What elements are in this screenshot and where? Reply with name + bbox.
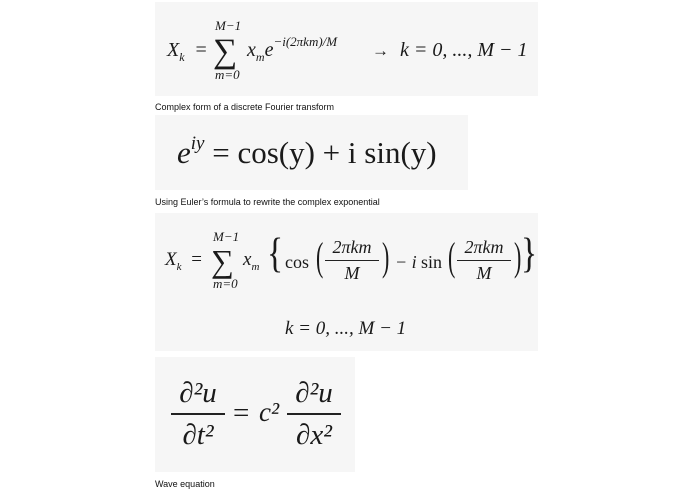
dft2-sum-top: M−1 xyxy=(213,229,240,244)
dft-equals: = xyxy=(195,39,207,61)
wave-rhs-fraction-bar xyxy=(287,413,341,415)
wave-equals: = xyxy=(233,397,250,429)
wave-rhs-numerator: ∂²u xyxy=(295,377,333,409)
dft2-lhs: X xyxy=(165,249,177,270)
caption-dft: Complex form of a discrete Fourier transform xyxy=(155,102,335,112)
caption-euler: Using Euler’s formula to rewrite the complex exponential xyxy=(155,197,380,207)
euler-base: e xyxy=(177,135,191,170)
dft2-cos-fraction-bar xyxy=(325,260,379,261)
dft-sum-bottom: m=0 xyxy=(215,67,240,82)
caption-wave: Wave equation xyxy=(155,479,215,489)
dft2-range: k = 0, ..., M − 1 xyxy=(285,318,407,339)
dft-sum-top: M−1 xyxy=(215,18,242,33)
euler-exponent: iy xyxy=(190,133,205,154)
dft-exponent: −i(2πkm)/M xyxy=(273,34,338,49)
dft2-left-brace: { xyxy=(267,231,284,277)
dft2-right-brace: } xyxy=(521,231,538,277)
dft2-equals: = xyxy=(191,249,202,270)
dft-sigma: ∑ xyxy=(213,33,238,70)
euler-rhs: = cos(y) + i sin(y) xyxy=(212,135,437,170)
wave-lhs-fraction-bar xyxy=(171,413,225,415)
equation-box-dft-expanded: $X_k$ = M−1 ∑ m=0 $x_m$ { cos ( 2πkm M ) − i sin ( 2πkm M ) } k = 0, ..., M − 1 xyxy=(155,213,538,351)
dft2-sin-numerator: 2πkm xyxy=(464,237,504,257)
dft2-minus-i: − i xyxy=(395,252,417,272)
dft-arrow: → xyxy=(372,41,389,60)
equation-box-wave xyxy=(155,357,355,472)
dft2-cos-numerator: 2πkm xyxy=(332,237,372,257)
dft-range: k = 0, ..., M − 1 xyxy=(400,39,528,61)
dft2-sigma: ∑ xyxy=(211,243,234,279)
wave-rhs-denominator: ∂x² xyxy=(296,419,332,451)
dft-term-sub: m xyxy=(255,50,265,64)
equation-box-euler xyxy=(155,115,468,190)
dft2-sum-bottom: m=0 xyxy=(213,276,238,291)
dft2-cos-denominator: M xyxy=(344,263,360,283)
dft2-lhs-sub: k xyxy=(176,261,182,273)
dft2-sin-fraction-bar xyxy=(457,260,511,261)
dft-lhs: X xyxy=(167,39,180,61)
wave-coef: c² xyxy=(259,397,280,427)
equation-box-dft xyxy=(155,2,538,96)
wave-lhs-numerator: ∂²u xyxy=(179,377,217,409)
dft2-term: x xyxy=(243,249,252,270)
dft-term: x xyxy=(247,39,256,61)
dft-exp-base: e xyxy=(264,39,274,61)
dft2-sin: sin xyxy=(421,252,443,272)
dft2-term-sub: m xyxy=(251,261,260,273)
dft2-cos: cos xyxy=(285,252,309,272)
dft2-sin-denominator: M xyxy=(476,263,492,283)
wave-lhs-denominator: ∂t² xyxy=(182,419,214,451)
dft-lhs-sub: k xyxy=(179,50,185,64)
